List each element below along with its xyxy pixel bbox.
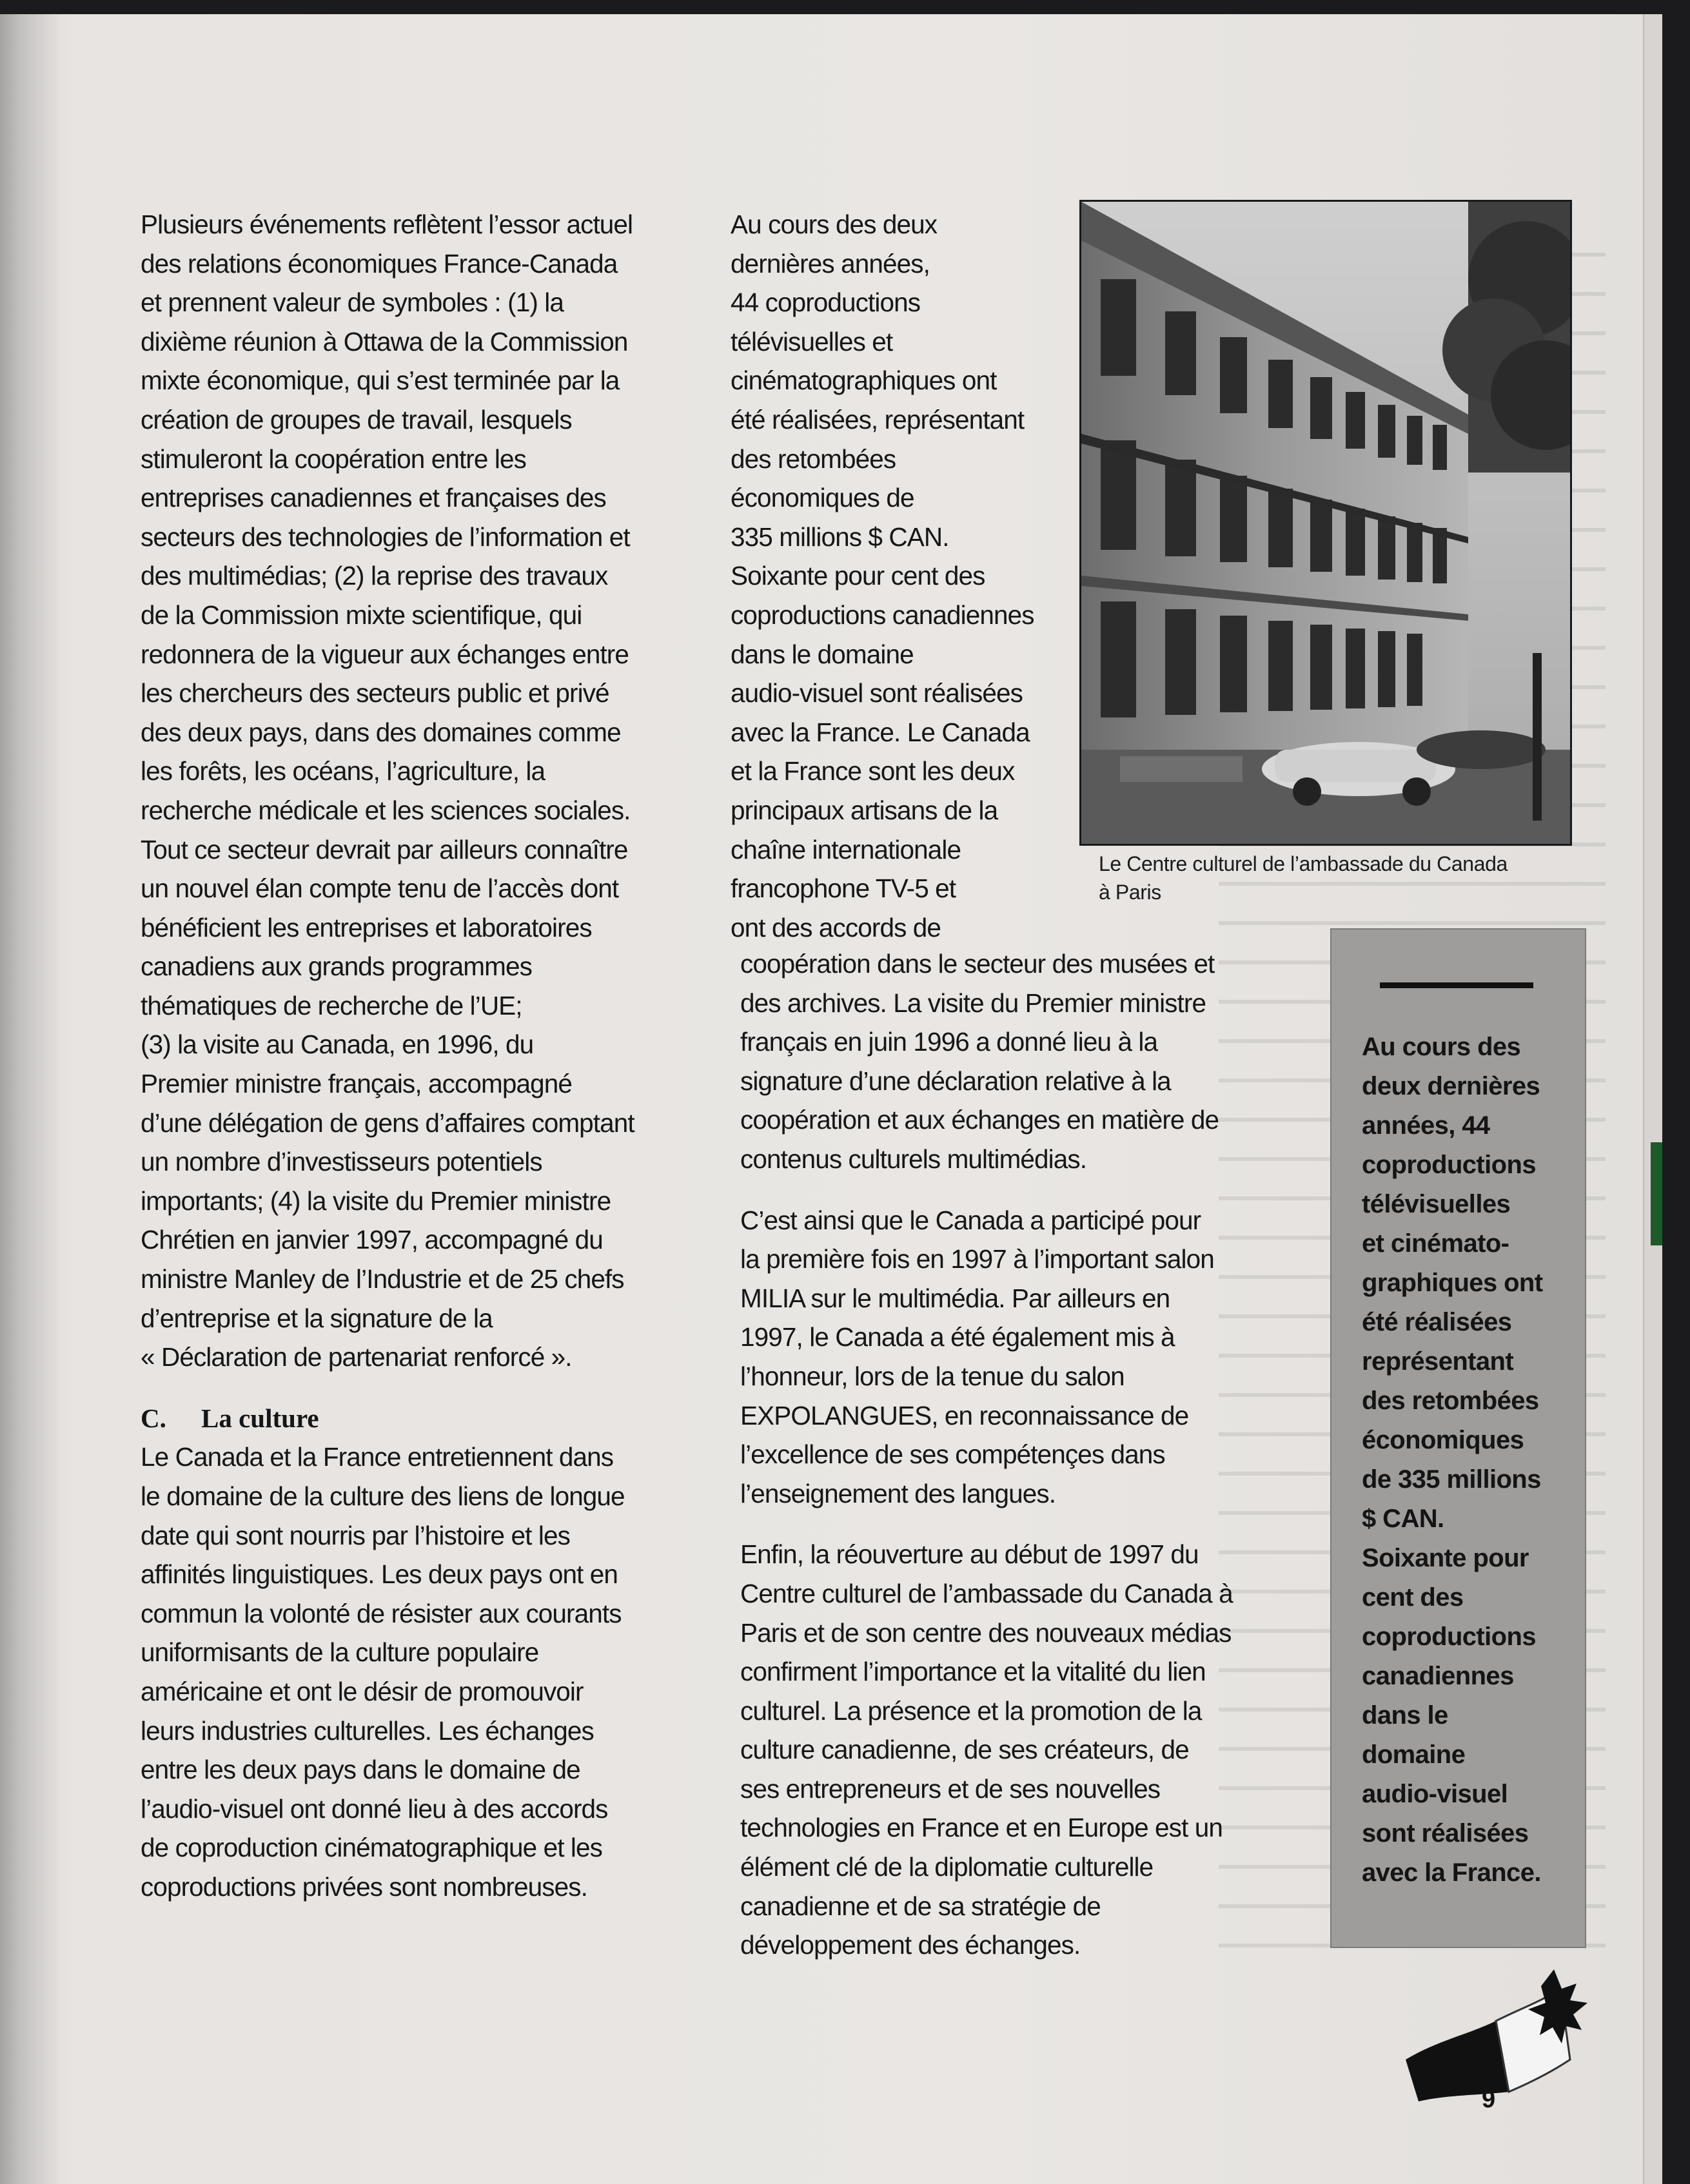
text-line: cent des <box>1362 1583 1464 1612</box>
text-line: coproductions <box>1362 1151 1536 1179</box>
text-line: deux dernières <box>1362 1072 1540 1100</box>
section-number: C. <box>141 1403 166 1433</box>
text-line: francophone TV-5 et <box>731 873 956 904</box>
text-line: dixième réunion à Ottawa de la Commission <box>141 326 628 356</box>
text-line: des archives. La visite du Premier ministre <box>740 988 1206 1018</box>
text-line: mixte économique, qui s’est terminée par la <box>141 366 620 396</box>
text-line: coopération et aux échanges en matière de <box>740 1105 1219 1135</box>
text-line: redonnera de la vigueur aux échanges entre <box>141 639 629 669</box>
embassy-building-photo <box>1079 200 1572 846</box>
text-line: entre les deux pays dans le domaine de <box>141 1755 580 1785</box>
building-illustration <box>1081 202 1570 844</box>
text-line: dans le <box>1362 1701 1448 1730</box>
text-line: l’honneur, lors de la tenue du salon <box>740 1361 1125 1391</box>
text-line: coproductions canadiennes <box>731 600 1034 630</box>
text-line: création de groupes de travail, lesquels <box>141 404 572 434</box>
page-number: 9 <box>1482 2086 1496 2113</box>
text-line: Tout ce secteur devrait par ailleurs connaître <box>141 834 628 864</box>
text-line: coproductions privées sont nombreuses. <box>141 1871 587 1902</box>
text-line: américaine et ont le désir de promouvoir <box>141 1676 584 1706</box>
text-line: un nouvel élan compte tenu de l’accès dont <box>141 873 619 904</box>
text-line: l’audio-visuel ont donné lieu à des accords <box>141 1793 608 1824</box>
text-line: et prennent valeur de symboles : (1) la <box>141 288 564 318</box>
text-line: commun la volonté de résister aux courants <box>141 1598 622 1628</box>
text-line: EXPOLANGUES, en reconnaissance de <box>740 1400 1189 1430</box>
column-right-top <box>731 205 1034 947</box>
text-line: audio-visuel <box>1362 1780 1508 1808</box>
photo-caption <box>1099 850 1508 906</box>
text-line: les forêts, les océans, l’agriculture, la <box>141 756 545 786</box>
text-line: Soixante pour cent des <box>731 561 985 591</box>
section-heading <box>141 1399 634 1438</box>
text-line: audio-visuel sont réalisées <box>731 678 1023 708</box>
text-line: des retombées <box>731 444 896 474</box>
text-line: Au cours des <box>1362 1033 1521 1061</box>
text-line: « Déclaration de partenariat renforcé ». <box>141 1342 572 1372</box>
text-line: canadienne et de sa stratégie de <box>740 1891 1101 1921</box>
text-line: contenus culturels multimédias. <box>740 1144 1087 1174</box>
text-line: des deux pays, dans des domaines comme <box>141 717 621 747</box>
text-line: 335 millions $ CAN. <box>731 522 949 552</box>
text-line: représentant <box>1362 1347 1514 1376</box>
text-line: de coproduction cinématographique et les <box>141 1833 602 1863</box>
text-line: avec la France. Le Canada <box>731 717 1030 747</box>
text-line: de la Commission mixte scientifique, qui <box>141 600 582 630</box>
text-line: uniformisants de la culture populaire <box>141 1637 539 1668</box>
text-line: et la France sont les deux <box>731 756 1015 786</box>
text-line: principaux artisans de la <box>731 795 998 825</box>
text-line: importants; (4) la visite du Premier ministre <box>141 1185 611 1216</box>
text-line: technologies en France et en Europe est un <box>740 1813 1223 1843</box>
text-line: C’est ainsi que le Canada a participé pour <box>740 1205 1201 1235</box>
text-line: chaîne internationale <box>731 834 961 864</box>
text-line: Enfin, la réouverture au début de 1997 du <box>740 1539 1199 1570</box>
text-line: stimuleront la coopération entre les <box>141 444 526 474</box>
text-line: et cinémato- <box>1362 1229 1509 1258</box>
wrap-paragraph <box>731 205 1034 947</box>
binding-shadow <box>0 14 61 2184</box>
text-line: recherche médicale et les sciences sociales. <box>141 795 631 825</box>
intro-paragraph <box>141 205 634 1377</box>
text-line: Le Canada et la France entretiennent dans <box>141 1442 614 1472</box>
text-line: été réalisées <box>1362 1308 1512 1336</box>
paragraph-cooperation <box>740 944 1233 1179</box>
text-line: secteurs des technologies de l’information et <box>141 522 630 552</box>
text-line: les chercheurs des secteurs public et privé <box>141 678 609 708</box>
text-line: canadiennes <box>1362 1662 1514 1690</box>
caption-line-2: à Paris <box>1099 881 1161 904</box>
text-line: télévisuelles et <box>731 326 893 356</box>
text-line: dans le domaine <box>731 639 914 669</box>
text-line: graphiques ont <box>1362 1269 1543 1297</box>
page-edge <box>1643 14 1662 2184</box>
text-line: 44 coproductions <box>731 288 921 318</box>
text-line: 1997, le Canada a été également mis à <box>740 1322 1175 1352</box>
text-line: des relations économiques France-Canada <box>141 248 618 278</box>
green-tab-marker <box>1651 1142 1662 1245</box>
text-line: MILIA sur le multimédia. Par ailleurs en <box>740 1283 1170 1313</box>
text-line: ministre Manley de l’Industrie et de 25 chefs <box>141 1264 624 1294</box>
section-title: La culture <box>201 1403 319 1433</box>
text-line: d’une délégation de gens d’affaires comptant <box>141 1107 634 1138</box>
caption-line-1: Le Centre culturel de l’ambassade du Canada <box>1099 852 1508 875</box>
column-right-bottom <box>740 944 1233 1965</box>
text-line: des multimédias; (2) la reprise des travaux <box>141 561 608 591</box>
text-line: élément clé de la diplomatie culturelle <box>740 1852 1154 1882</box>
text-line: ont des accords de <box>731 912 941 942</box>
pull-quote-text <box>1362 1028 1543 1893</box>
text-line: la première fois en 1997 à l’important salon <box>740 1244 1214 1274</box>
paragraph-centre-culturel <box>740 1535 1233 1965</box>
canada-france-flag-icon <box>1399 1963 1593 2101</box>
text-line: Soixante pour <box>1362 1544 1529 1572</box>
text-line: culture canadienne, de ses créateurs, de <box>740 1735 1189 1765</box>
text-line: le domaine de la culture des liens de longue <box>141 1481 625 1511</box>
text-line: avec la France. <box>1362 1858 1541 1887</box>
text-line: canadiens aux grands programmes <box>141 951 532 982</box>
text-line: été réalisées, représentant <box>731 404 1025 434</box>
pull-quote-rule <box>1380 982 1533 988</box>
text-line: coproductions <box>1362 1623 1536 1651</box>
text-line: français en juin 1996 a donné lieu à la <box>740 1027 1158 1057</box>
text-line: bénéficient les entreprises et laboratoires <box>141 912 592 942</box>
culture-paragraph <box>141 1438 634 1906</box>
text-line: signature d’une déclaration relative à la <box>740 1066 1171 1096</box>
text-line: date qui sont nourris par l’histoire et les <box>141 1520 570 1550</box>
text-line: sont réalisées <box>1362 1819 1529 1848</box>
text-line: un nombre d’investisseurs potentiels <box>141 1147 542 1177</box>
pull-quote-box <box>1330 928 1586 1948</box>
text-line: Premier ministre français, accompagné <box>141 1069 572 1099</box>
text-line: affinités linguistiques. Les deux pays ont en <box>141 1559 618 1590</box>
text-line: leurs industries culturelles. Les échanges <box>141 1715 594 1746</box>
text-line: Paris et de son centre des nouveaux médias <box>740 1617 1232 1648</box>
text-line: d’entreprise et la signature de la <box>141 1303 493 1333</box>
text-line: de 335 millions <box>1362 1465 1541 1494</box>
text-line: Au cours des deux <box>731 210 938 239</box>
text-line: années, 44 <box>1362 1111 1490 1140</box>
text-line: $ CAN. <box>1362 1505 1444 1533</box>
text-line: l’excellence de ses compétençes dans <box>740 1439 1165 1470</box>
text-line: cinématographiques ont <box>731 366 997 396</box>
text-line: ses entrepreneurs et de ses nouvelles <box>740 1773 1161 1804</box>
paragraph-milia <box>740 1201 1233 1514</box>
text-line: culturel. La présence et la promotion de la <box>740 1695 1202 1726</box>
text-line: économiques <box>1362 1426 1524 1454</box>
text-line: domaine <box>1362 1740 1466 1769</box>
text-line: développement des échanges. <box>740 1930 1081 1960</box>
text-line: économiques de <box>731 483 914 513</box>
column-left <box>141 205 634 1907</box>
text-line: thématiques de recherche de l’UE; <box>141 990 522 1020</box>
text-line: entreprises canadiennes et françaises des <box>141 483 606 513</box>
text-line: Chrétien en janvier 1997, accompagné du <box>141 1225 603 1255</box>
text-line: Centre culturel de l’ambassade du Canada à <box>740 1578 1233 1608</box>
text-line: Plusieurs événements reflètent l’essor actuel <box>141 210 633 239</box>
text-line: confirment l’importance et la vitalité du lien <box>740 1657 1206 1687</box>
text-line: l’enseignement des langues. <box>740 1478 1056 1508</box>
text-line: télévisuelles <box>1362 1190 1511 1218</box>
text-line: coopération dans le secteur des musées et <box>740 949 1215 979</box>
text-line: dernières années, <box>731 248 930 278</box>
text-line: (3) la visite au Canada, en 1996, du <box>141 1029 534 1060</box>
text-line: des retombées <box>1362 1387 1539 1415</box>
